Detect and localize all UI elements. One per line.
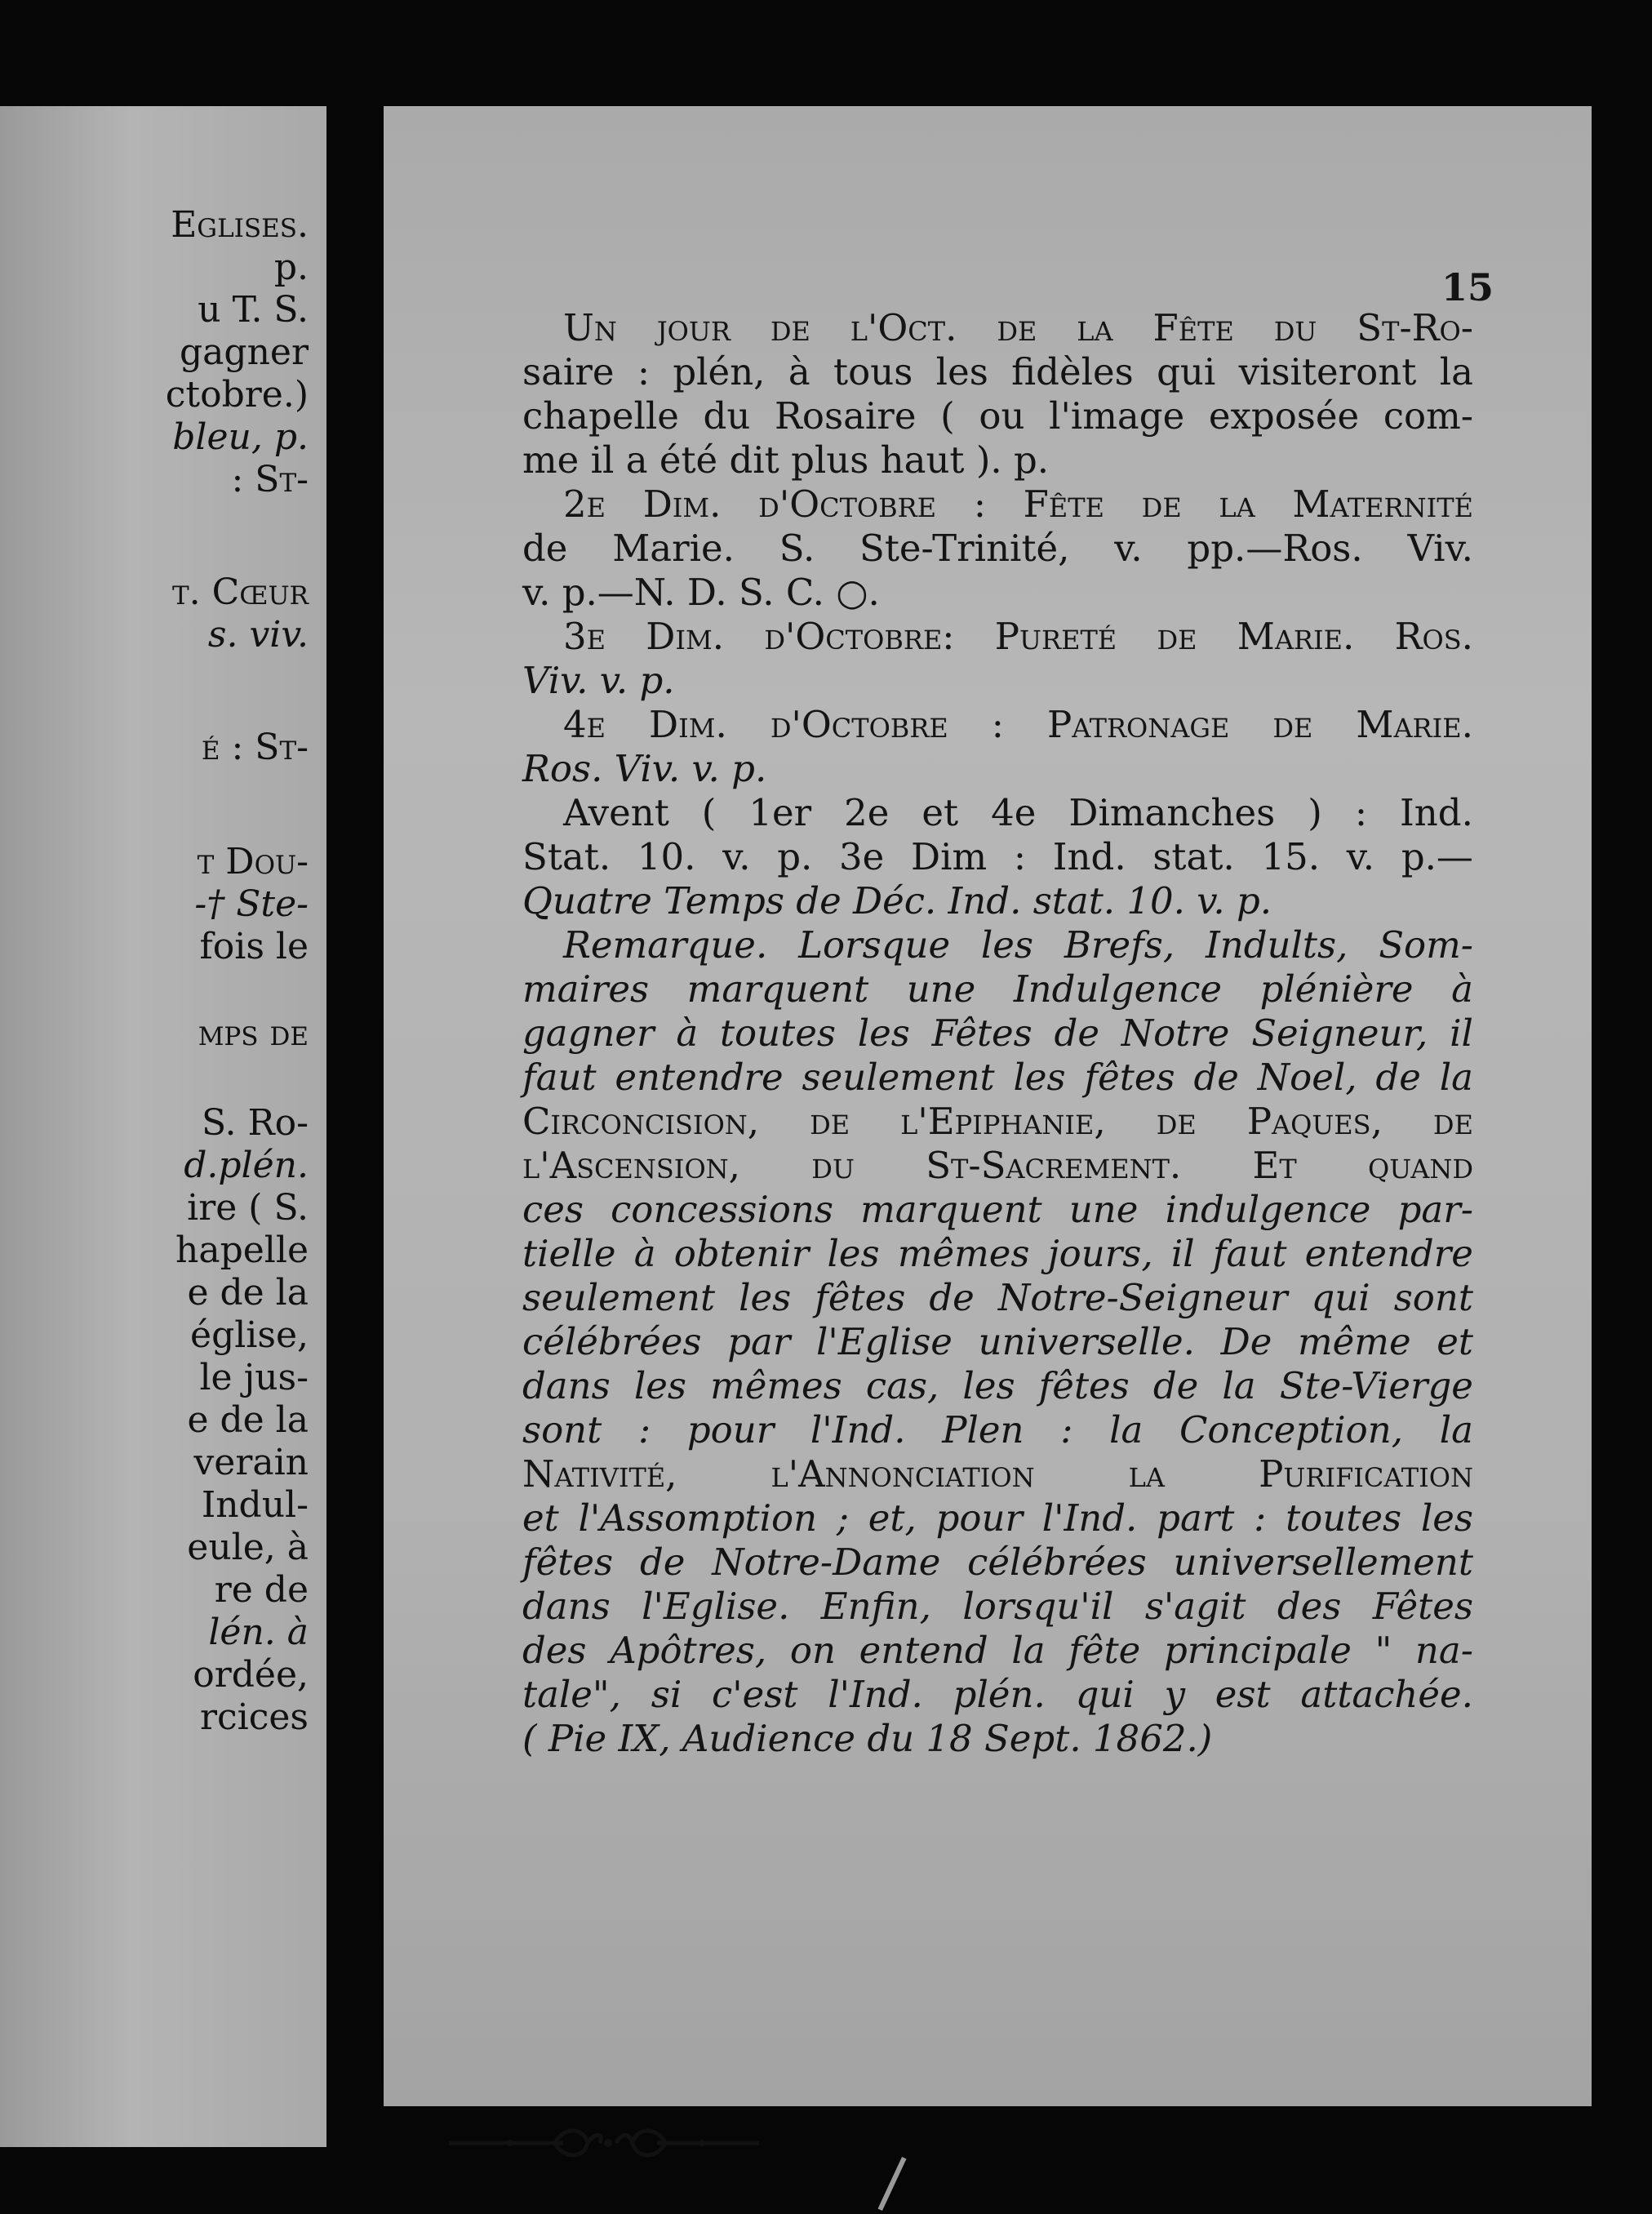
left-page-line: église,: [190, 1314, 309, 1356]
left-page-line: rcices: [199, 1696, 309, 1738]
text-line: Nativité, l'Annonciation la Purification: [522, 1452, 1473, 1496]
decorative-ornament: [441, 2114, 767, 2172]
text-line: maires marquent une Indulgence plénière à: [522, 967, 1473, 1011]
text-line: et l'Assomption ; et, pour l'Ind. part : toutes les: [522, 1496, 1473, 1540]
text-line: Un jour de l'Oct. de la Fête du St-Ro-: [563, 306, 1473, 349]
text-line: chapelle du Rosaire ( ou l'image exposée com-: [522, 394, 1473, 438]
left-page-line: mps de: [198, 1012, 309, 1054]
left-page-fragment: [0, 106, 326, 2147]
text-line: seulement les fêtes de Notre-Seigneur qui sont: [522, 1276, 1473, 1319]
left-page-line: gagner: [180, 331, 309, 373]
left-page-line: u T. S.: [198, 289, 309, 331]
right-page: [384, 106, 1592, 2106]
left-page-line: Indul-: [201, 1484, 309, 1526]
text-line: sont : pour l'Ind. Plen : la Conception, la: [522, 1408, 1473, 1452]
left-page-line: ordée,: [193, 1654, 309, 1696]
left-page-line: e de la: [187, 1399, 309, 1441]
left-page-line: S. Ro-: [201, 1102, 309, 1144]
left-page-line: -† Ste-: [194, 883, 309, 925]
left-page-line: ire ( S.: [187, 1187, 309, 1229]
text-line: Avent ( 1er 2e et 4e Dimanches ) : Ind.: [563, 791, 1473, 834]
text-line: Viv. v. p.: [522, 659, 675, 702]
text-line: l'Ascension, du St-Sacrement. Et quand: [522, 1144, 1473, 1187]
text-line: me il a été dit plus haut ). p.: [522, 438, 1050, 482]
page-text-block: [522, 306, 1473, 1761]
text-line: gagner à toutes les Fêtes de Notre Seigneur, il: [522, 1011, 1473, 1055]
left-page-line: re de: [214, 1569, 309, 1611]
left-page-line: t Dou-: [197, 841, 309, 882]
left-page-line: : St-: [231, 459, 309, 500]
text-line: de Marie. S. Ste-Trinité, v. pp.—Ros. Viv.: [522, 527, 1473, 570]
page-number: 15: [1441, 265, 1494, 309]
left-page-line: le jus-: [199, 1357, 309, 1398]
text-line: 2e Dim. d'Octobre : Fête de la Maternité: [563, 482, 1473, 526]
text-line: v. p.—N. D. S. C. ○.: [522, 571, 880, 614]
text-line: ( Pie IX, Audience du 18 Sept. 1862.): [522, 1717, 1213, 1760]
text-line: tielle à obtenir les mêmes jours, il faut entendre: [522, 1232, 1473, 1275]
left-page-line: t. Cœur: [171, 571, 309, 613]
text-line: des Apôtres, on entend la fête principale " na-: [522, 1629, 1473, 1672]
left-page-line: p.: [273, 247, 309, 288]
text-line: tale", si c'est l'Ind. plén. qui y est attachée.: [522, 1673, 1473, 1716]
text-line: 3e Dim. d'Octobre: Pureté de Marie. Ros.: [563, 615, 1473, 658]
left-page-line: verain: [193, 1442, 309, 1483]
text-line: faut entendre seulement les fêtes de Noel, de la: [522, 1056, 1473, 1099]
text-line: Remarque. Lorsque les Brefs, Indults, Som-: [563, 923, 1473, 967]
text-line: Circoncision, de l'Epiphanie, de Paques, de: [522, 1100, 1473, 1143]
text-line: Stat. 10. v. p. 3e Dim : Ind. stat. 15. v. p.—: [522, 835, 1473, 878]
left-page-line: fois le: [199, 926, 309, 967]
text-line: Ros. Viv. v. p.: [522, 747, 767, 790]
left-page-line: s. viv.: [207, 614, 309, 656]
text-line: dans l'Eglise. Enfin, lorsqu'il s'agit des Fêtes: [522, 1585, 1473, 1628]
left-page-line: hapelle: [175, 1229, 309, 1271]
text-line: célébrées par l'Eglise universelle. De même et: [522, 1320, 1473, 1363]
left-page-line: ctobre.): [165, 374, 309, 416]
left-page-line: lén. à: [208, 1612, 309, 1653]
left-page-line: Eglises.: [171, 204, 309, 246]
left-page-line: é : St-: [201, 727, 309, 768]
text-line: dans les mêmes cas, les fêtes de la Ste-Vierge: [522, 1364, 1473, 1407]
text-line: fêtes de Notre-Dame célébrées universellement: [522, 1540, 1473, 1584]
scan-scratch: [877, 2157, 906, 2211]
text-line: ces concessions marquent une indulgence par-: [522, 1188, 1473, 1231]
text-line: Quatre Temps de Déc. Ind. stat. 10. v. p.: [522, 879, 1272, 922]
text-line: 4e Dim. d'Octobre : Patronage de Marie.: [563, 703, 1473, 746]
left-page-line: e de la: [187, 1272, 309, 1314]
left-page-line: bleu, p.: [172, 416, 309, 458]
left-page-line: d.plén.: [184, 1145, 309, 1186]
text-line: saire : plén, à tous les fidèles qui visiteront la: [522, 350, 1473, 393]
left-page-line: eule, à: [187, 1527, 309, 1568]
